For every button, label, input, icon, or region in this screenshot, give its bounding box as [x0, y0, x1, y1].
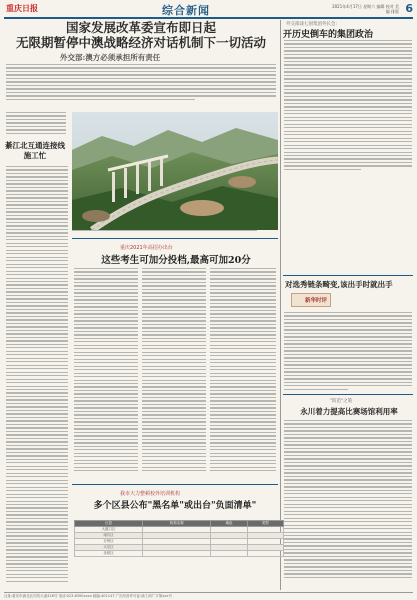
- blacklist-table: [74, 520, 284, 557]
- lead-headline-line2: 无限期暂停中澳战略经济对话机制下一切活动: [15, 35, 266, 50]
- table-cell-district: 大足区: [75, 545, 143, 551]
- lead-subheadline: 外交部:澳方必须承担所有责任: [60, 53, 161, 62]
- middle-kicker: 重庆2021年高招办出台: [120, 245, 173, 251]
- table-cell-district: 北碚区: [75, 551, 143, 557]
- header-rule: [4, 17, 413, 19]
- table-row: [75, 551, 284, 557]
- page-number: 6: [405, 2, 413, 15]
- photo-caption: [72, 230, 278, 236]
- middle-body-col3: [210, 268, 276, 474]
- table-cell-district: 南川区: [75, 533, 143, 539]
- middle-body-col1: [74, 268, 138, 474]
- middle-body-col2: [142, 268, 206, 474]
- lead-body-text: [6, 64, 276, 108]
- bottom-divider: [72, 484, 278, 485]
- lead-headline-line1: 国家发展改革委宣布即日起: [65, 20, 216, 35]
- commentary-headline: 对选秀链条畸变,该出手时就出手: [285, 280, 393, 289]
- table-cell-district: 大渡口区: [75, 527, 143, 533]
- right-divider-2: [283, 394, 413, 395]
- issue-date: 2021年4月17日 星期六 编辑 校对 美编 排版: [332, 4, 399, 14]
- table-header-cell: 地址: [211, 521, 247, 527]
- right-top-body-text: [284, 40, 412, 172]
- sports-body: [284, 420, 412, 580]
- table-header-cell: 区县: [75, 521, 143, 527]
- side-body-text: [6, 166, 68, 584]
- masthead: [4, 3, 413, 17]
- right-divider-1: [283, 275, 413, 276]
- right-top-kicker: 外交部谈七国集团外长会:: [286, 22, 338, 27]
- bottom-headline: 多个区县公布"黑名单"或出台"负面清单": [93, 501, 257, 511]
- newspaper-logo: 重庆日报: [6, 3, 38, 13]
- commentary-body: [284, 312, 412, 392]
- table-cell-district: 万州区: [75, 539, 143, 545]
- highway-landscape-image: [72, 112, 278, 230]
- table-header-cell: 机构名称: [143, 521, 211, 527]
- sports-headline: 永川着力提高比赛场馆利用率: [300, 407, 398, 416]
- commentary-badge-label: 新华时评: [305, 298, 328, 304]
- lead-headline: [6, 20, 276, 50]
- table-header-cell: 类型: [247, 521, 283, 527]
- mid-divider: [72, 238, 278, 239]
- side-headline: 綦江北互通连接线施工忙: [5, 141, 65, 160]
- sports-kicker: "防范"之策: [330, 399, 353, 404]
- side-intro-text: [6, 112, 66, 136]
- section-title: 综合新闻: [162, 4, 210, 17]
- middle-headline: 这些考生可加分投档,最高可加20分: [101, 255, 251, 266]
- bottom-kicker: 我市大力整顿校外培训机构: [120, 491, 181, 497]
- column-divider: [280, 20, 281, 590]
- right-top-headline: 开历史倒车的集团政治: [283, 30, 374, 40]
- highway-photo: [72, 112, 278, 230]
- footer-info: 社址:重庆市渝北区同茂大道416号 电话:023-6390xxxx 邮编:401147 广告经营许可证:渝工商广字第xxx号: [4, 592, 413, 598]
